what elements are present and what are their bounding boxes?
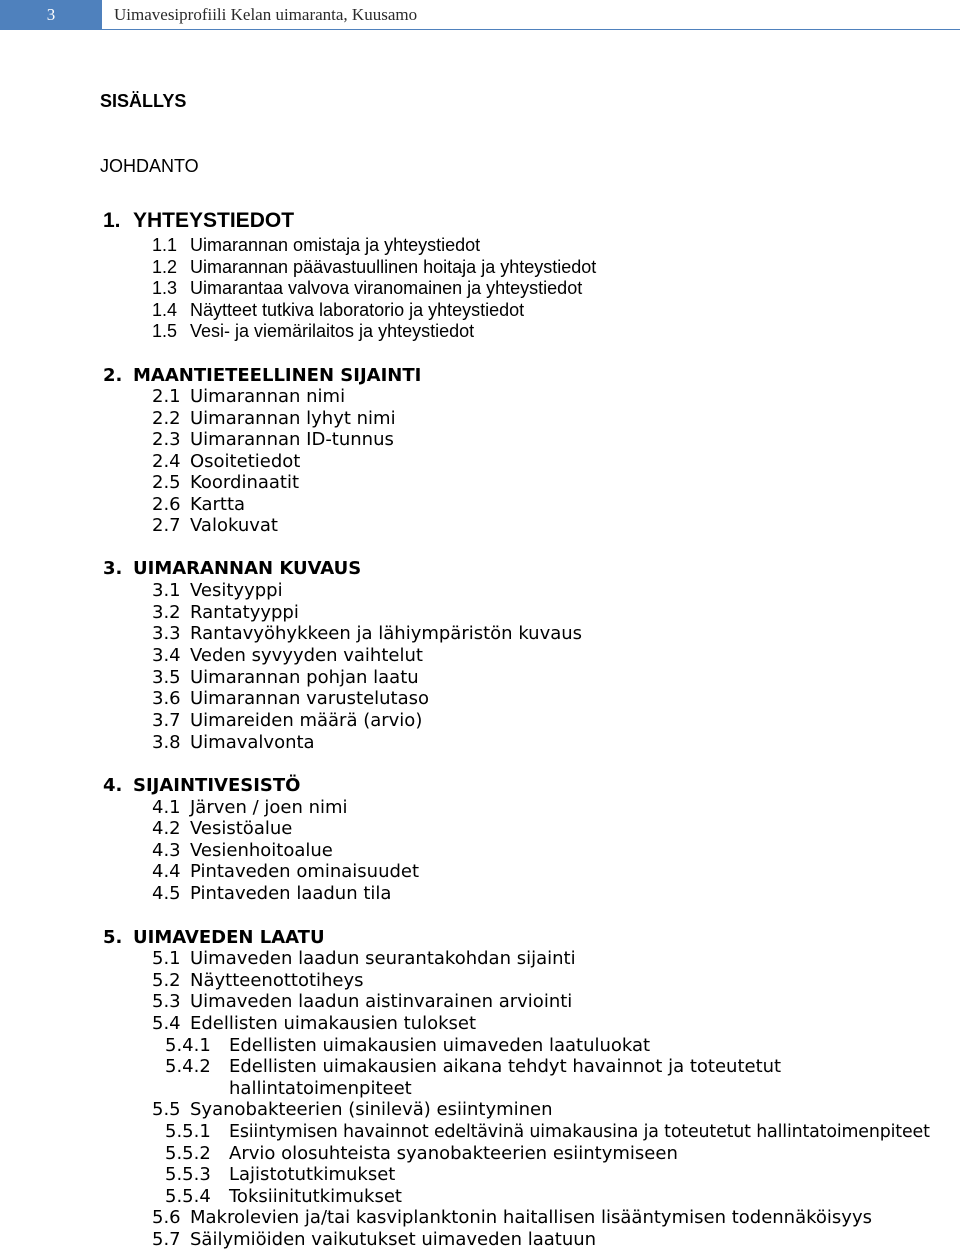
toc-item-number: 4.2: [152, 818, 181, 839]
toc-item-number: 3.7: [152, 710, 181, 731]
toc-item-text: Pintaveden laadun tila: [190, 883, 392, 904]
toc-item-text: Veden syvyyden vaihtelut: [190, 645, 423, 666]
section-number: 5.: [103, 927, 123, 948]
toc-item-number: 3.8: [152, 732, 181, 753]
toc-item-number: 5.6: [152, 1207, 181, 1228]
running-header-title: Uimavesiprofiili Kelan uimaranta, Kuusamo: [114, 5, 418, 24]
toc-item-text: Uimarannan ID-tunnus: [190, 429, 394, 450]
toc-intro: JOHDANTO: [100, 156, 199, 176]
section-title: UIMARANNAN KUVAUS: [133, 558, 362, 579]
toc-item-text: Uimarannan pohjan laatu: [190, 667, 419, 688]
toc-item-number: 2.2: [152, 408, 181, 429]
toc-subitem-text: Toksiinitutkimukset: [229, 1186, 402, 1207]
toc-subitem-number: 5.5.2: [165, 1143, 211, 1164]
toc-item-text: Uimarannan varustelutaso: [190, 688, 430, 709]
toc-item-text: Kartta: [190, 494, 246, 515]
toc-item-number: 4.5: [152, 883, 181, 904]
toc-item-text: Rantavyöhykkeen ja lähiympäristön kuvaus: [190, 623, 583, 644]
toc-item-text: Uimarantaa valvova viranomainen ja yhteystiedot: [190, 278, 583, 298]
toc-item-text: Vesityyppi: [190, 580, 283, 601]
section-title: UIMAVEDEN LAATU: [133, 927, 325, 948]
toc-item-text: Syanobakteerien (sinilevä) esiintyminen: [190, 1099, 553, 1120]
section-number: 3.: [103, 558, 123, 579]
toc-item-text: Vesi- ja viemärilaitos ja yhteystiedot: [190, 321, 475, 341]
toc-heading: SISÄLLYS: [100, 91, 187, 111]
toc-item-text: Edellisten uimakausien tulokset: [190, 1013, 477, 1034]
toc-item-text: Uimarannan päävastuullinen hoitaja ja yhteystiedot: [190, 257, 597, 277]
toc-subitem-text: Edellisten uimakausien aikana tehdyt havainnot ja toteutetut: [229, 1056, 782, 1077]
toc-item-number: 1.4: [152, 300, 178, 320]
toc-item-number: 5.4: [152, 1013, 181, 1034]
toc-item-number: 1.2: [152, 257, 178, 277]
toc-subitem-text-continued: hallintatoimenpiteet: [229, 1078, 412, 1099]
toc-item-number: 3.2: [152, 602, 181, 623]
toc-item-text: Uimaveden laadun seurantakohdan sijainti: [190, 948, 576, 969]
toc-item-text: Osoitetiedot: [190, 451, 301, 472]
toc-item-number: 1.5: [152, 321, 178, 341]
page-number: 3: [0, 0, 102, 30]
toc-subitem-number: 5.5.1: [165, 1121, 211, 1142]
section-number: 2.: [103, 365, 123, 386]
toc-item-number: 3.5: [152, 667, 181, 688]
toc-item-text: Uimarannan omistaja ja yhteystiedot: [190, 235, 481, 255]
section-title: SIJAINTIVESISTÖ: [133, 775, 301, 796]
toc-subitem-number: 5.5.4: [165, 1186, 211, 1207]
toc-subitem-text: Lajistotutkimukset: [229, 1164, 396, 1185]
toc-item-number: 3.3: [152, 623, 181, 644]
toc-item-number: 2.4: [152, 451, 181, 472]
toc-item-number: 2.6: [152, 494, 181, 515]
toc-subitem-text: Esiintymisen havainnot edeltävinä uimakausina ja toteutetut hallintatoimenpiteet: [229, 1122, 930, 1142]
toc-item-text: Valokuvat: [190, 515, 278, 536]
toc-item-number: 2.5: [152, 472, 181, 493]
toc-item-text: Uimaveden laadun aistinvarainen arviointi: [190, 991, 573, 1012]
toc-item-text: Uimarannan nimi: [190, 386, 346, 407]
toc-item-number: 1.3: [152, 278, 178, 298]
toc-item-number: 5.3: [152, 991, 181, 1012]
toc-item-number: 5.5: [152, 1099, 181, 1120]
section-title: YHTEYSTIEDOT: [133, 209, 295, 232]
toc-subitem-text: Edellisten uimakausien uimaveden laatuluokat: [229, 1035, 651, 1056]
toc-item-number: 5.2: [152, 970, 181, 991]
toc-item-number: 5.7: [152, 1229, 181, 1250]
toc-item-number: 1.1: [152, 235, 178, 255]
toc-item-number: 5.1: [152, 948, 181, 969]
toc-item-text: Pintaveden ominaisuudet: [190, 861, 420, 882]
toc-item-number: 4.1: [152, 797, 181, 818]
toc-item-text: Vesistöalue: [190, 818, 293, 839]
section-number: 1.: [103, 209, 121, 232]
toc-subitem-number: 5.4.2: [165, 1056, 211, 1077]
toc-subitem-text: Arvio olosuhteista syanobakteerien esiintymiseen: [229, 1143, 678, 1164]
header-rule: [102, 29, 960, 30]
toc-item-text: Uimarannan lyhyt nimi: [190, 408, 396, 429]
toc-item-text: Uimareiden määrä (arvio): [190, 710, 423, 731]
toc-subitem-number: 5.5.3: [165, 1164, 211, 1185]
toc-item-number: 2.7: [152, 515, 181, 536]
toc-item-text: Rantatyyppi: [190, 602, 299, 623]
toc-item-number: 4.3: [152, 840, 181, 861]
toc-item-number: 2.1: [152, 386, 181, 407]
toc-subitem-number: 5.4.1: [165, 1035, 211, 1056]
toc-item-number: 2.3: [152, 429, 181, 450]
section-number: 4.: [103, 775, 123, 796]
toc-item-text: Säilymiöiden vaikutukset uimaveden laatuun: [190, 1229, 597, 1250]
toc-item-text: Koordinaatit: [190, 472, 300, 493]
toc-item-text: Uimavalvonta: [190, 732, 315, 753]
toc-item-text: Näytteenottotiheys: [190, 970, 364, 991]
toc-item-text: Makrolevien ja/tai kasviplanktonin haitallisen lisääntymisen todennäköisyys: [190, 1207, 872, 1228]
toc-item-number: 3.1: [152, 580, 181, 601]
toc-item-text: Järven / joen nimi: [190, 797, 348, 818]
toc-item-number: 3.4: [152, 645, 181, 666]
toc-item-number: 3.6: [152, 688, 181, 709]
toc-item-number: 4.4: [152, 861, 181, 882]
toc-item-text: Vesienhoitoalue: [190, 840, 333, 861]
section-title: MAANTIETEELLINEN SIJAINTI: [133, 365, 422, 386]
toc-item-text: Näytteet tutkiva laboratorio ja yhteystiedot: [190, 300, 525, 320]
